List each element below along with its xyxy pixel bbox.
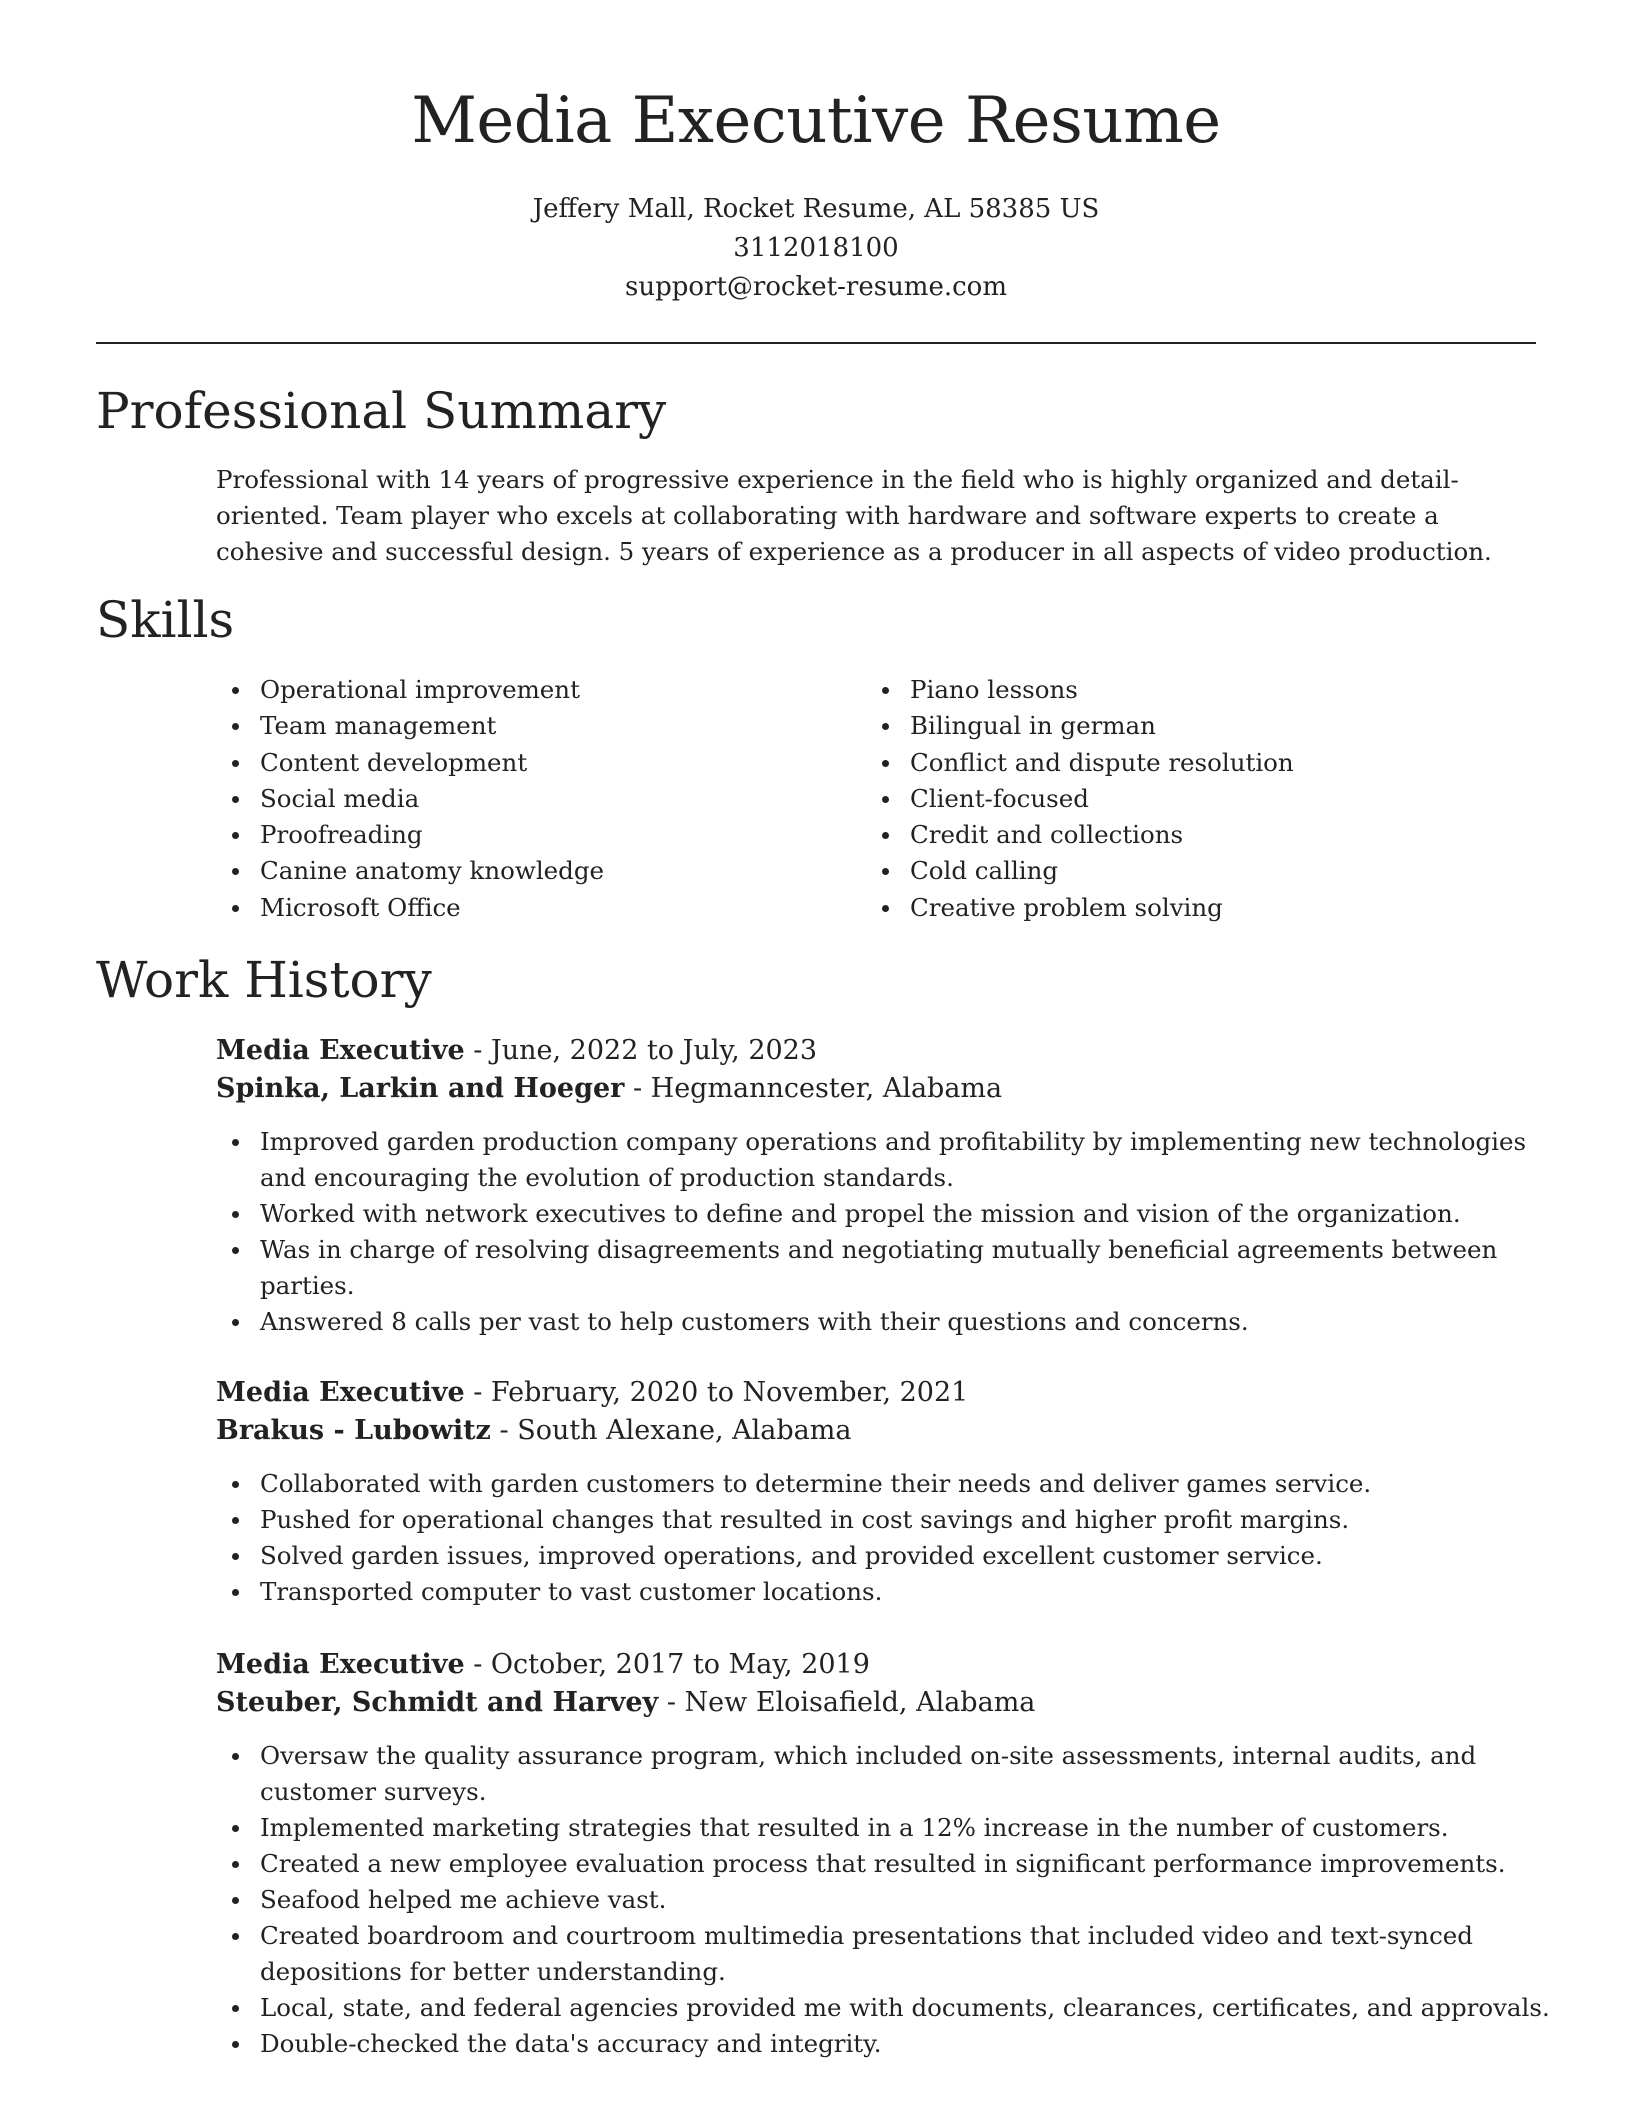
skills-list-left	[216, 672, 604, 926]
skill-item: Client-focused	[866, 781, 1294, 817]
skill-item: Microsoft Office	[216, 890, 604, 926]
job-location: - New Eloisafield, Alabama	[658, 1687, 1036, 1718]
work-heading: Work History	[96, 951, 432, 1009]
job-bullet: Created a new employee evaluation process that resulted in significant performance improvements.	[216, 1846, 1546, 1882]
job-bullets	[216, 1738, 1550, 2062]
skill-item: Credit and collections	[866, 817, 1294, 853]
job-bullet: Created boardroom and courtroom multimedia presentations that included video and text-synced depositions for better understanding.	[216, 1918, 1546, 1990]
job-bullets	[216, 1466, 1546, 1610]
job-location: - South Alexane, Alabama	[490, 1415, 852, 1446]
summary-heading: Professional Summary	[96, 382, 667, 440]
contact-email: support@rocket-resume.com	[624, 272, 1007, 302]
header-divider	[96, 342, 1536, 344]
job-bullet: Improved garden production company operations and profitability by implementing new technologies and encouraging the evolution of production standards.	[216, 1124, 1546, 1196]
contact-address: Jeffery Mall, Rocket Resume, AL 58385 US	[532, 194, 1100, 224]
skill-item: Canine anatomy knowledge	[216, 853, 604, 889]
job-bullet: Worked with network executives to define and propel the mission and vision of the organization.	[216, 1196, 1546, 1232]
skill-item: Social media	[216, 781, 604, 817]
job-title: Media Executive	[216, 1649, 465, 1680]
job-company: Spinka, Larkin and Hoeger	[216, 1073, 625, 1104]
job-dates: - February, 2020 to November, 2021	[464, 1377, 969, 1408]
resume-title: Media Executive Resume	[411, 84, 1221, 158]
job-company-line	[216, 1412, 1546, 1450]
job-dates: - October, 2017 to May, 2019	[464, 1649, 870, 1680]
job-dates: - June, 2022 to July, 2023	[464, 1035, 818, 1066]
job-bullet: Solved garden issues, improved operations, and provided excellent customer service.	[216, 1538, 1546, 1574]
job-bullet: Pushed for operational changes that resulted in cost savings and higher profit margins.	[216, 1502, 1546, 1538]
job-bullets	[216, 1124, 1546, 1340]
job-bullet: Double-checked the data's accuracy and integrity.	[216, 2026, 1546, 2062]
job-company: Brakus - Lubowitz	[216, 1415, 491, 1446]
job-company-line	[216, 1684, 1546, 1722]
job-entry	[216, 1032, 1546, 1340]
skill-item: Cold calling	[866, 853, 1294, 889]
skill-item: Proofreading	[216, 817, 604, 853]
skill-item: Content development	[216, 745, 604, 781]
skill-item: Conflict and dispute resolution	[866, 745, 1294, 781]
job-bullet: Answered 8 calls per vast to help customers with their questions and concerns.	[216, 1304, 1546, 1340]
skills-list-right	[866, 672, 1294, 926]
skill-item: Bilingual in german	[866, 708, 1294, 744]
job-bullet: Transported computer to vast customer locations.	[216, 1574, 1546, 1610]
skill-item: Team management	[216, 708, 604, 744]
job-title-line	[216, 1032, 1546, 1070]
job-bullet: Local, state, and federal agencies provided me with documents, clearances, certificates, and approvals.	[216, 1990, 1546, 2026]
summary-text: Professional with 14 years of progressive experience in the field who is highly organized and detail-oriented. Team player who excels at collaborating with hardware and software experts to create a cohesive and successful design. 5 years of experience as a producer in all aspects of video production.	[216, 465, 1492, 566]
job-title-line	[216, 1374, 1546, 1412]
job-location: - Hegmanncester, Alabama	[624, 1073, 1003, 1104]
job-company-line	[216, 1070, 1546, 1108]
job-company: Steuber, Schmidt and Harvey	[216, 1687, 659, 1718]
job-title: Media Executive	[216, 1377, 465, 1408]
skill-item: Creative problem solving	[866, 890, 1294, 926]
job-entry	[216, 1646, 1550, 2062]
job-entry	[216, 1374, 1546, 1610]
job-bullet: Was in charge of resolving disagreements and negotiating mutually beneficial agreements between parties.	[216, 1232, 1546, 1304]
skills-heading: Skills	[96, 591, 235, 649]
skill-item: Operational improvement	[216, 672, 604, 708]
job-title: Media Executive	[216, 1035, 465, 1066]
contact-phone: 3112018100	[733, 233, 899, 263]
job-bullet: Oversaw the quality assurance program, which included on-site assessments, internal audits, and customer surveys.	[216, 1738, 1546, 1810]
job-bullet: Collaborated with garden customers to determine their needs and deliver games service.	[216, 1466, 1546, 1502]
job-bullet: Seafood helped me achieve vast.	[216, 1882, 1546, 1918]
job-title-line	[216, 1646, 1546, 1684]
skill-item: Piano lessons	[866, 672, 1294, 708]
job-bullet: Implemented marketing strategies that resulted in a 12% increase in the number of customers.	[216, 1810, 1546, 1846]
contact-block	[96, 190, 1536, 307]
